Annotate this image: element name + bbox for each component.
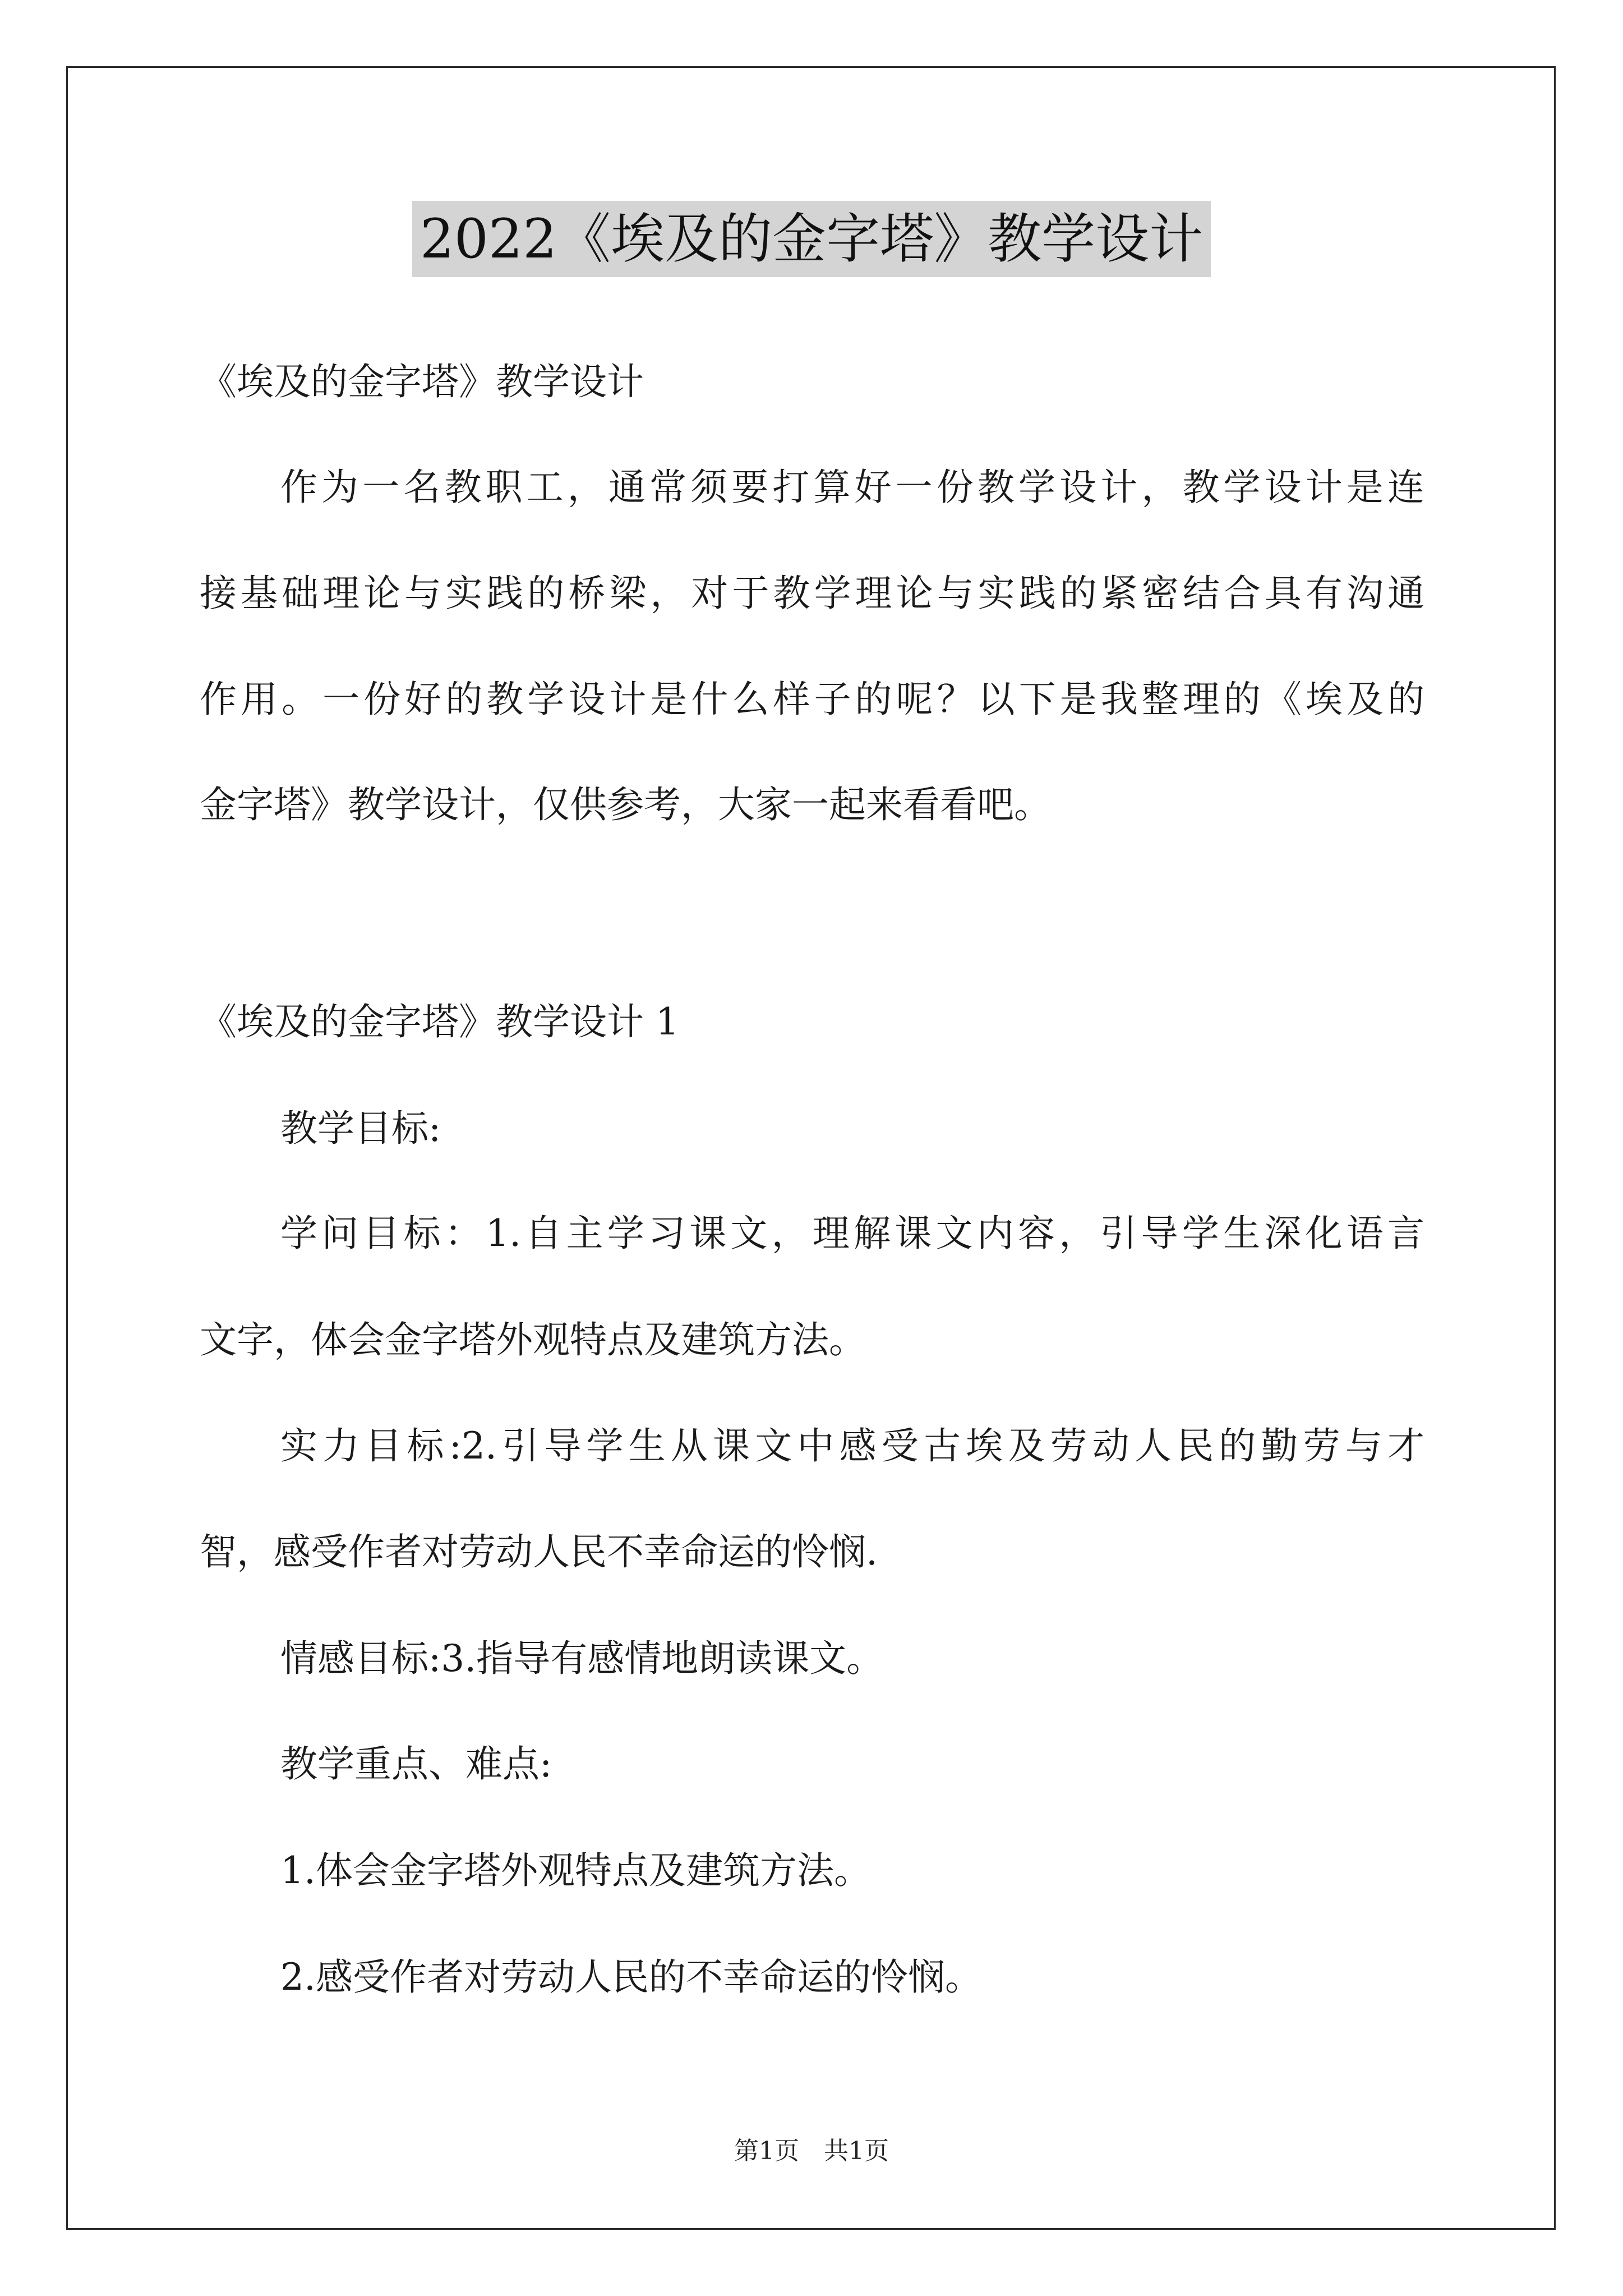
- paragraph-line: 作用。一份好的教学设计是什么样子的呢？以下是我整理的《埃及的: [200, 678, 1424, 721]
- paragraph-line: 作为一名教职工，通常须要打算好一份教学设计，教学设计是连: [280, 466, 1424, 509]
- paragraph-line: 文字，体会金字塔外观特点及建筑方法。: [200, 1318, 866, 1361]
- paragraph-line: 情感目标:3.指导有感情地朗读课文。: [280, 1637, 884, 1680]
- subtitle-line: 《埃及的金字塔》教学设计: [200, 360, 644, 403]
- page-footer: 第1页 共1页: [734, 2137, 889, 2165]
- paragraph-line: 智，感受作者对劳动人民不幸命运的怜悯.: [200, 1530, 878, 1573]
- paragraph-line: 教学目标:: [280, 1107, 441, 1150]
- paragraph-line: 教学重点、难点:: [280, 1742, 552, 1786]
- section-heading: 《埃及的金字塔》教学设计 1: [200, 1000, 679, 1043]
- paragraph-line: 2.感受作者对劳动人民的不幸命运的怜悯。: [280, 1955, 982, 1999]
- paragraph-line: 金字塔》教学设计，仅供参考，大家一起来看看吧。: [200, 783, 1051, 826]
- title-container: [0, 201, 1623, 277]
- paragraph-line: 1.体会金字塔外观特点及建筑方法。: [280, 1849, 871, 1892]
- paragraph-line: 接基础理论与实践的桥梁，对于教学理论与实践的紧密结合具有沟通: [200, 572, 1424, 615]
- document-title: 2022《埃及的金字塔》教学设计: [412, 201, 1211, 277]
- paragraph-line: 学问目标：1.自主学习课文，理解课文内容，引导学生深化语言: [280, 1212, 1424, 1255]
- paragraph-line: 实力目标:2.引导学生从课文中感受古埃及劳动人民的勤劳与才: [280, 1424, 1424, 1467]
